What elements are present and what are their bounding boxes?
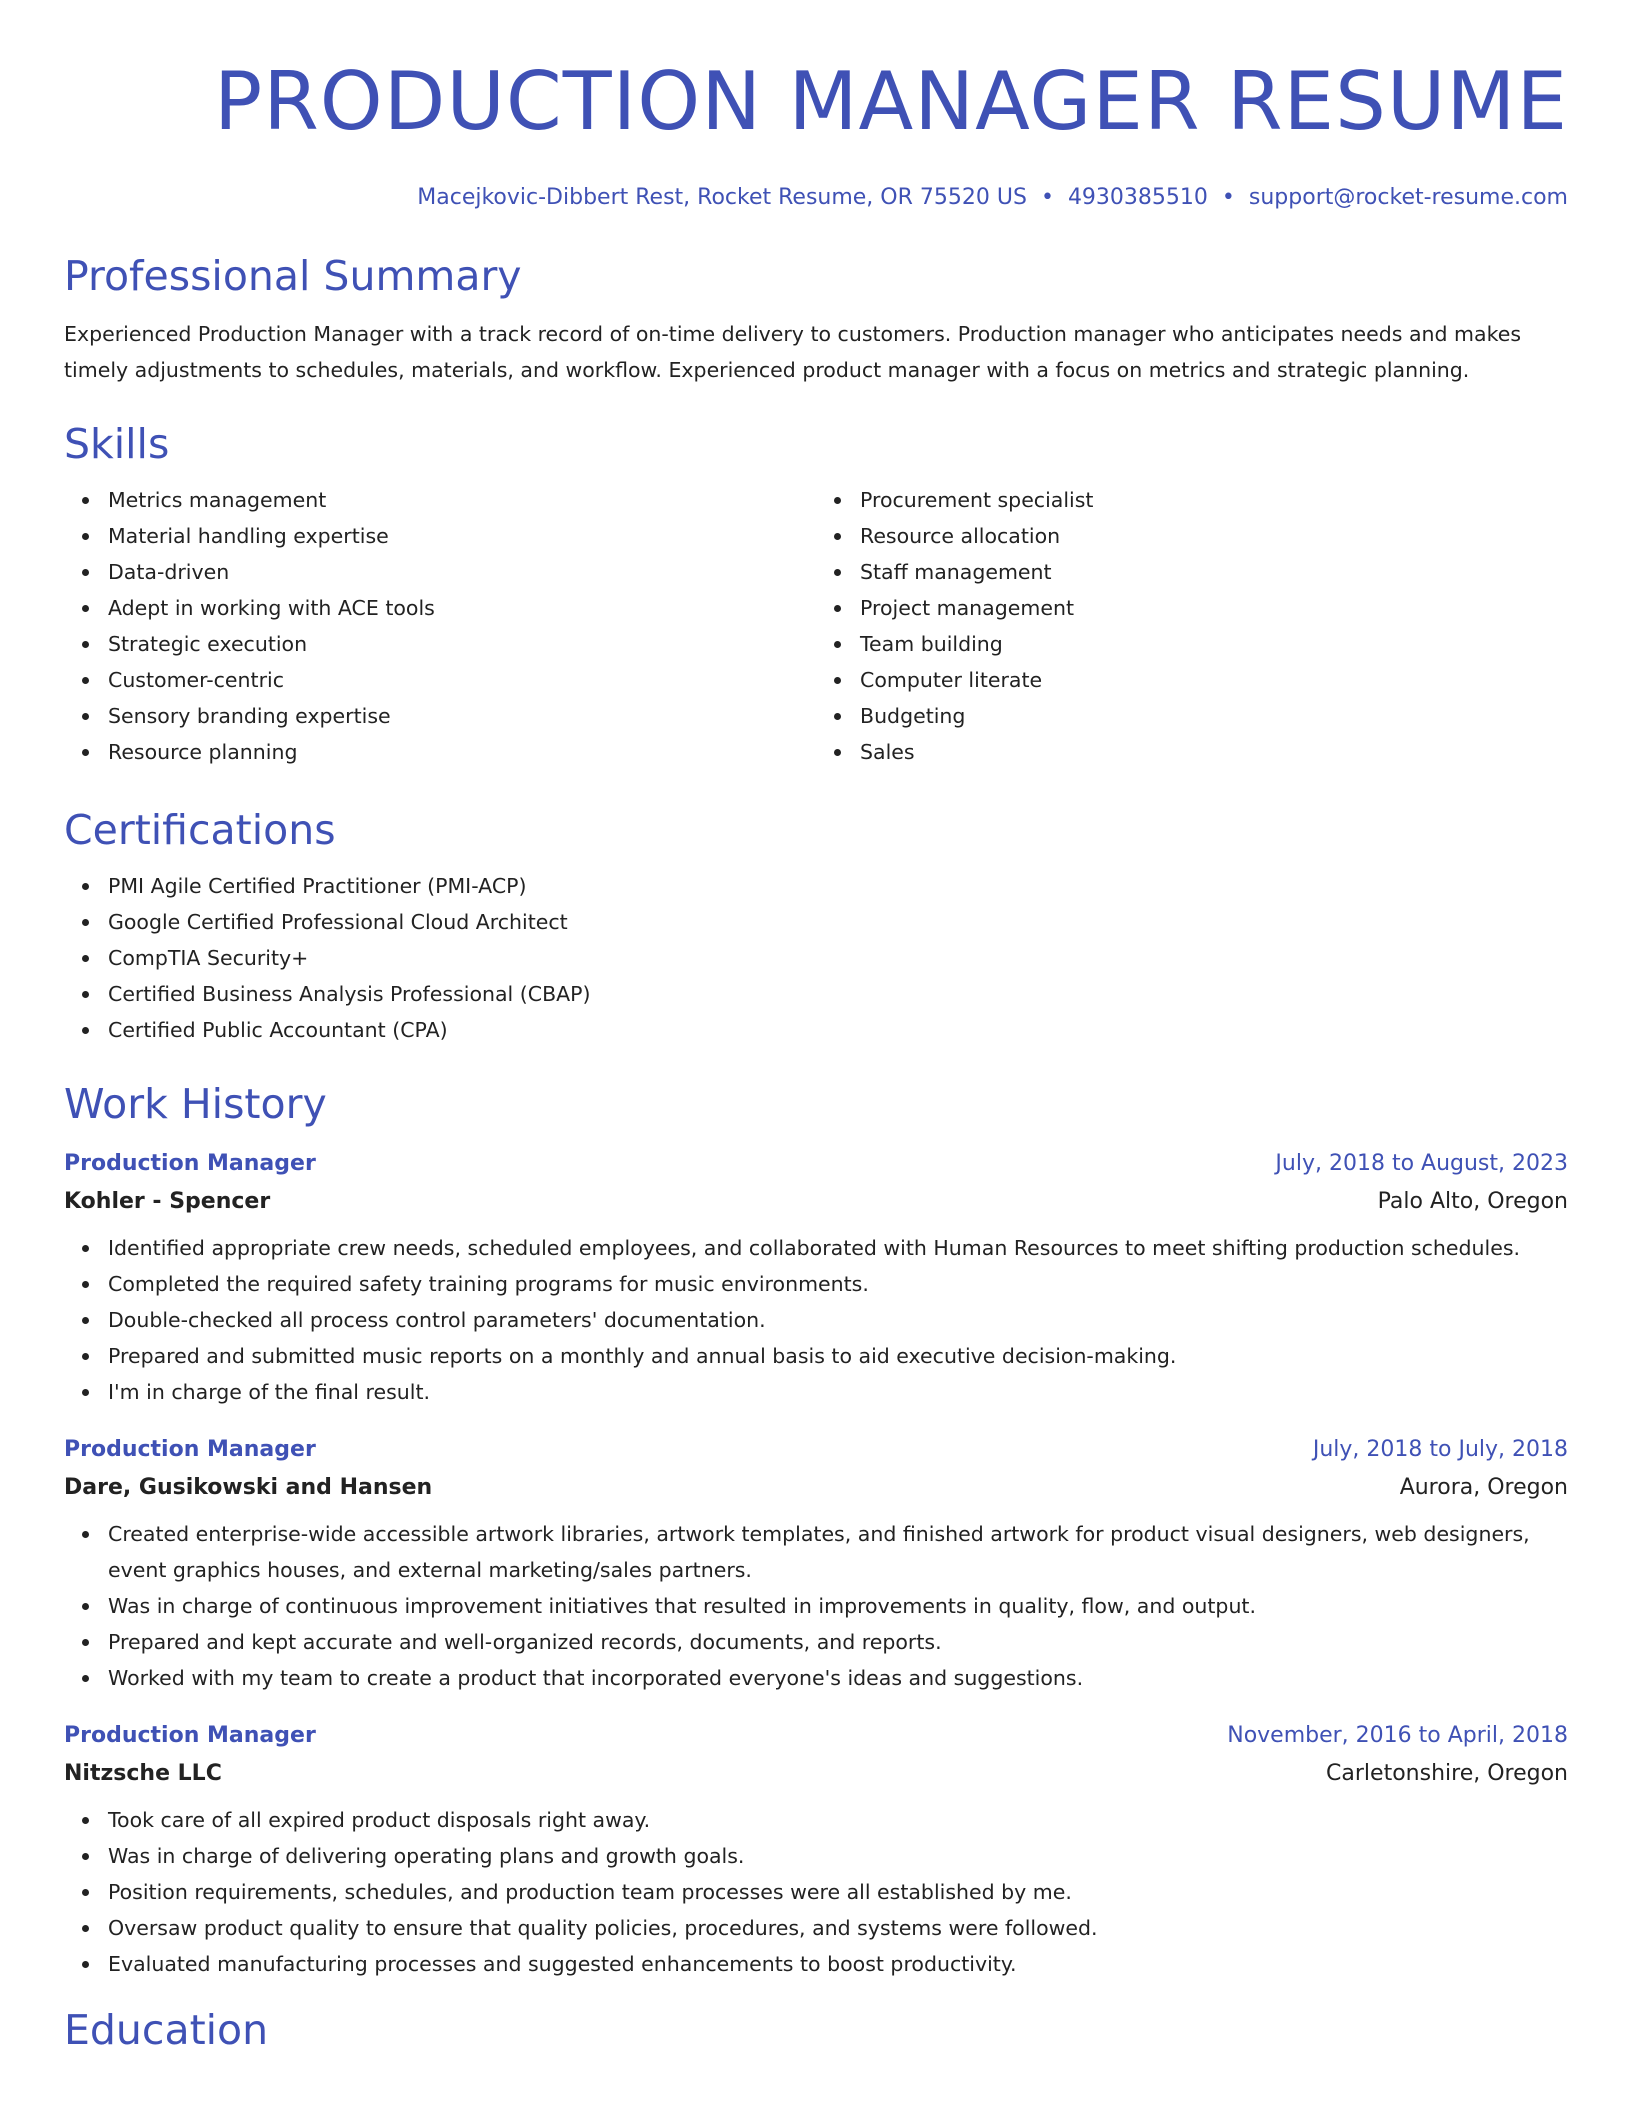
- certification-item: Certified Business Analysis Professional (CBAP): [108, 976, 1568, 1012]
- job-bullet: Created enterprise-wide accessible artwork libraries, artwork templates, and finished artwork for product visual designers, web designers, event graphics houses, and external marketing/sales partners.: [108, 1516, 1568, 1588]
- resume-title: PRODUCTION MANAGER RESUME: [213, 55, 1568, 148]
- job-company: Nitzsche LLC: [64, 1761, 222, 1786]
- certifications-heading: Certifications: [64, 806, 336, 854]
- skill-item: Resource planning: [108, 734, 816, 770]
- skill-item: Budgeting: [860, 698, 1568, 734]
- job-entry: [64, 1718, 1568, 1982]
- contact-separator: •: [1221, 185, 1235, 210]
- certifications-list: [64, 868, 1568, 1048]
- skills-columns: [64, 482, 1568, 770]
- contact-line: [64, 184, 1568, 212]
- skill-item: Project management: [860, 590, 1568, 626]
- resume-page: [64, 0, 1568, 2056]
- summary-text: Experienced Production Manager with a track record of on-time delivery to customers. Production manager who anticipates needs and makes timely adjustments to schedules, materials, and workflow. Experienced product manager with a focus on metrics and strategic planning.: [64, 322, 1522, 382]
- skill-item: Sales: [860, 734, 1568, 770]
- skill-item: Material handling expertise: [108, 518, 816, 554]
- skill-item: Adept in working with ACE tools: [108, 590, 816, 626]
- skill-item: Staff management: [860, 554, 1568, 590]
- job-bullet: Took care of all expired product disposals right away.: [108, 1802, 1568, 1838]
- certification-item: PMI Agile Certified Practitioner (PMI-ACP): [108, 868, 1568, 904]
- skill-item: Sensory branding expertise: [108, 698, 816, 734]
- job-company: Dare, Gusikowski and Hansen: [64, 1475, 433, 1500]
- job-location: Palo Alto, Oregon: [1377, 1189, 1568, 1214]
- job-bullet: Position requirements, schedules, and production team processes were all established by me.: [108, 1874, 1568, 1910]
- job-dates: July, 2018 to August, 2023: [1275, 1151, 1568, 1176]
- skill-item: Data-driven: [108, 554, 816, 590]
- job-bullets: [64, 1516, 1568, 1696]
- job-bullets: [64, 1230, 1568, 1410]
- skill-item: Metrics management: [108, 482, 816, 518]
- skill-item: Customer-centric: [108, 662, 816, 698]
- skill-item: Computer literate: [860, 662, 1568, 698]
- contact-email[interactable]: support@rocket-resume.com: [1248, 185, 1568, 210]
- skills-heading: Skills: [64, 420, 170, 468]
- job-bullet: Prepared and kept accurate and well-organized records, documents, and reports.: [108, 1624, 1568, 1660]
- contact-separator: •: [1040, 185, 1054, 210]
- job-bullet: Oversaw product quality to ensure that quality policies, procedures, and systems were followed.: [108, 1910, 1568, 1946]
- job-bullet: Was in charge of continuous improvement initiatives that resulted in improvements in quality, flow, and output.: [108, 1588, 1568, 1624]
- job-entry: [64, 1146, 1568, 1410]
- job-company-row: [64, 1182, 1568, 1222]
- job-title: Production Manager: [64, 1723, 316, 1748]
- job-header-row: [64, 1146, 1568, 1182]
- job-title: Production Manager: [64, 1437, 316, 1462]
- skill-item: Resource allocation: [860, 518, 1568, 554]
- job-bullet: Double-checked all process control parameters' documentation.: [108, 1302, 1568, 1338]
- job-bullet: Worked with my team to create a product that incorporated everyone's ideas and suggestions.: [108, 1660, 1568, 1696]
- job-bullet: Completed the required safety training programs for music environments.: [108, 1266, 1568, 1302]
- education-heading: Education: [64, 2006, 269, 2054]
- job-bullet: Evaluated manufacturing processes and suggested enhancements to boost productivity.: [108, 1946, 1568, 1982]
- job-entry: [64, 1432, 1568, 1696]
- job-location: Carletonshire, Oregon: [1326, 1761, 1568, 1786]
- summary-heading: Professional Summary: [64, 252, 522, 300]
- job-bullet: I'm in charge of the final result.: [108, 1374, 1568, 1410]
- job-company-row: [64, 1754, 1568, 1794]
- job-bullet: Was in charge of delivering operating plans and growth goals.: [108, 1838, 1568, 1874]
- job-bullet: Identified appropriate crew needs, scheduled employees, and collaborated with Human Resources to meet shifting production schedules.: [108, 1230, 1568, 1266]
- job-bullets: [64, 1802, 1568, 1982]
- skill-item: Procurement specialist: [860, 482, 1568, 518]
- skills-list-left: [64, 482, 816, 770]
- skill-item: Team building: [860, 626, 1568, 662]
- certification-item: Certified Public Accountant (CPA): [108, 1012, 1568, 1048]
- job-dates: July, 2018 to July, 2018: [1312, 1437, 1568, 1462]
- skills-list-right: [816, 482, 1568, 770]
- job-title: Production Manager: [64, 1151, 316, 1176]
- contact-phone: 4930385510: [1067, 185, 1208, 210]
- job-header-row: [64, 1432, 1568, 1468]
- work-history-heading: Work History: [64, 1080, 327, 1128]
- certification-item: Google Certified Professional Cloud Architect: [108, 904, 1568, 940]
- contact-address: Macejkovic-Dibbert Rest, Rocket Resume, OR 75520 US: [417, 185, 1027, 210]
- job-location: Aurora, Oregon: [1399, 1475, 1568, 1500]
- job-dates: November, 2016 to April, 2018: [1227, 1723, 1568, 1748]
- job-bullet: Prepared and submitted music reports on a monthly and annual basis to aid executive decision-making.: [108, 1338, 1568, 1374]
- certification-item: CompTIA Security+: [108, 940, 1568, 976]
- skill-item: Strategic execution: [108, 626, 816, 662]
- job-company: Kohler - Spencer: [64, 1189, 271, 1214]
- job-company-row: [64, 1468, 1568, 1508]
- job-header-row: [64, 1718, 1568, 1754]
